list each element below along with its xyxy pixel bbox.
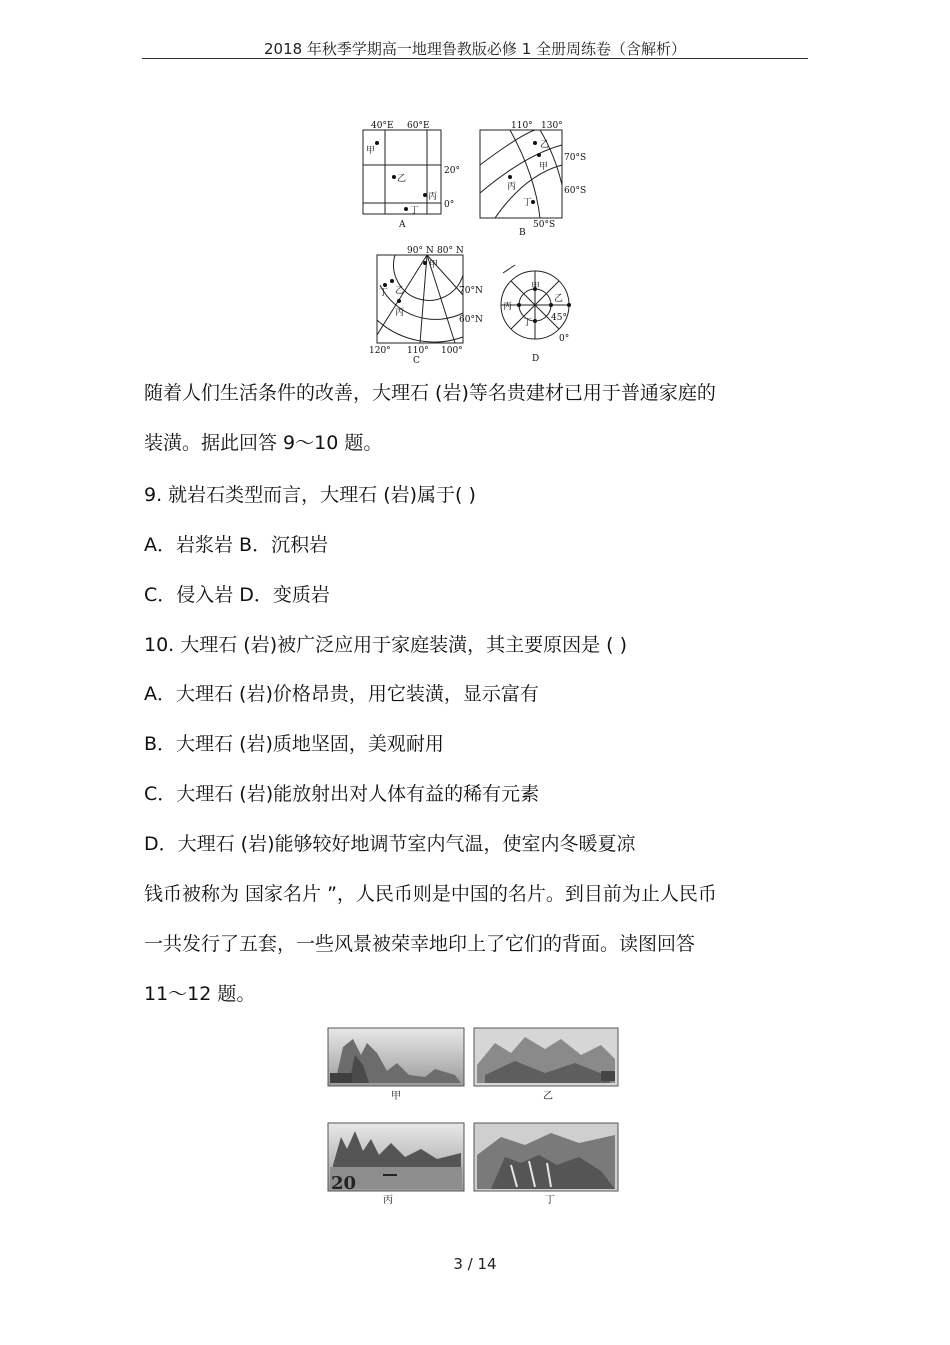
- svg-text:130°: 130°: [541, 121, 563, 131]
- svg-text:40°E: 40°E: [371, 121, 394, 131]
- svg-text:乙: 乙: [543, 1091, 553, 1102]
- svg-text:60°N: 60°N: [459, 315, 483, 325]
- svg-text:110°: 110°: [511, 121, 533, 131]
- passage2-line1: 钱币被称为 国家名片 ”，人民币则是中国的名片。到目前为止人民币: [144, 883, 717, 905]
- svg-text:B: B: [519, 228, 526, 238]
- passage2-line3: 11～12 题。: [144, 983, 256, 1005]
- svg-text:丙: 丙: [395, 308, 405, 318]
- banknote-ding: [474, 1123, 618, 1191]
- svg-text:甲: 甲: [539, 162, 549, 172]
- svg-text:甲: 甲: [531, 282, 541, 292]
- svg-text:60°E: 60°E: [407, 121, 430, 131]
- svg-text:45°: 45°: [551, 313, 567, 323]
- svg-text:70°N: 70°N: [459, 286, 483, 296]
- svg-text:乙: 乙: [554, 294, 564, 304]
- svg-text:甲: 甲: [366, 146, 376, 156]
- q9-stem: 9. 就岩石类型而言，大理石 (岩)属于( ): [144, 484, 476, 506]
- q10-option-d: D．大理石 (岩)能够较好地调节室内气温，使室内冬暖夏凉: [144, 833, 636, 855]
- svg-text:110°: 110°: [407, 346, 429, 356]
- svg-text:丁: 丁: [410, 206, 420, 216]
- svg-text:丁: 丁: [545, 1195, 555, 1206]
- svg-text:20°: 20°: [444, 166, 460, 176]
- svg-text:丁: 丁: [523, 198, 533, 208]
- svg-text:丁: 丁: [379, 288, 389, 298]
- svg-text:甲: 甲: [391, 1091, 401, 1102]
- svg-text:70°S: 70°S: [564, 153, 587, 163]
- svg-text:丙: 丙: [507, 182, 517, 192]
- page-header: 2018 年秋季学期高一地理鲁教版必修 1 全册周练卷（含解析）: [263, 40, 687, 58]
- svg-text:50°S: 50°S: [533, 220, 556, 230]
- svg-text:90° N: 90° N: [407, 246, 434, 256]
- banknote-jia: [328, 1028, 464, 1086]
- q10-stem: 10. 大理石 (岩)被广泛应用于家庭装潢，其主要原因是 ( ): [144, 634, 628, 656]
- svg-text:甲: 甲: [429, 260, 439, 270]
- svg-text:丙: 丙: [428, 192, 438, 202]
- svg-text:丙: 丙: [383, 1195, 393, 1206]
- svg-text:乙: 乙: [395, 286, 405, 296]
- banknote-figure: [325, 1025, 625, 1207]
- svg-text:C: C: [413, 356, 420, 365]
- note-value: 20: [331, 1173, 357, 1194]
- passage2-line2: 一共发行了五套，一些风景被荣幸地印上了它们的背面。读图回答: [144, 933, 696, 955]
- svg-text:120°: 120°: [369, 346, 391, 356]
- svg-text:丁: 丁: [523, 318, 533, 328]
- page-number: 3 / 14: [453, 1255, 497, 1273]
- q10-option-c: C．大理石 (岩)能放射出对人体有益的稀有元素: [144, 783, 540, 805]
- q10-option-b: B．大理石 (岩)质地坚固，美观耐用: [144, 733, 444, 755]
- passage1-line2: 装潢。据此回答 9～10 题。: [144, 432, 383, 454]
- q9-options-row2: C．侵入岩 D．变质岩: [144, 584, 330, 606]
- banknote-bing: [328, 1123, 464, 1194]
- q10-option-a: A．大理石 (岩)价格昂贵，用它装潢，显示富有: [144, 683, 539, 705]
- svg-text:100°: 100°: [441, 346, 463, 356]
- svg-text:0°: 0°: [444, 200, 455, 210]
- q9-options-row1: A．岩浆岩 B．沉积岩: [144, 534, 329, 556]
- svg-text:乙: 乙: [397, 174, 407, 184]
- svg-text:D: D: [532, 354, 540, 364]
- svg-text:0°: 0°: [559, 334, 570, 344]
- map-figure: [355, 115, 595, 365]
- svg-text:丙: 丙: [503, 302, 513, 312]
- svg-text:A: A: [399, 220, 406, 230]
- svg-text:60°S: 60°S: [564, 186, 587, 196]
- map-b: [480, 130, 562, 218]
- svg-text:80° N: 80° N: [437, 246, 464, 256]
- header-rule: [142, 58, 808, 59]
- svg-text:乙: 乙: [540, 140, 550, 150]
- passage1-line1: 随着人们生活条件的改善，大理石 (岩)等名贵建材已用于普通家庭的: [144, 382, 716, 404]
- banknote-yi: [474, 1028, 618, 1086]
- map-c: [377, 255, 463, 343]
